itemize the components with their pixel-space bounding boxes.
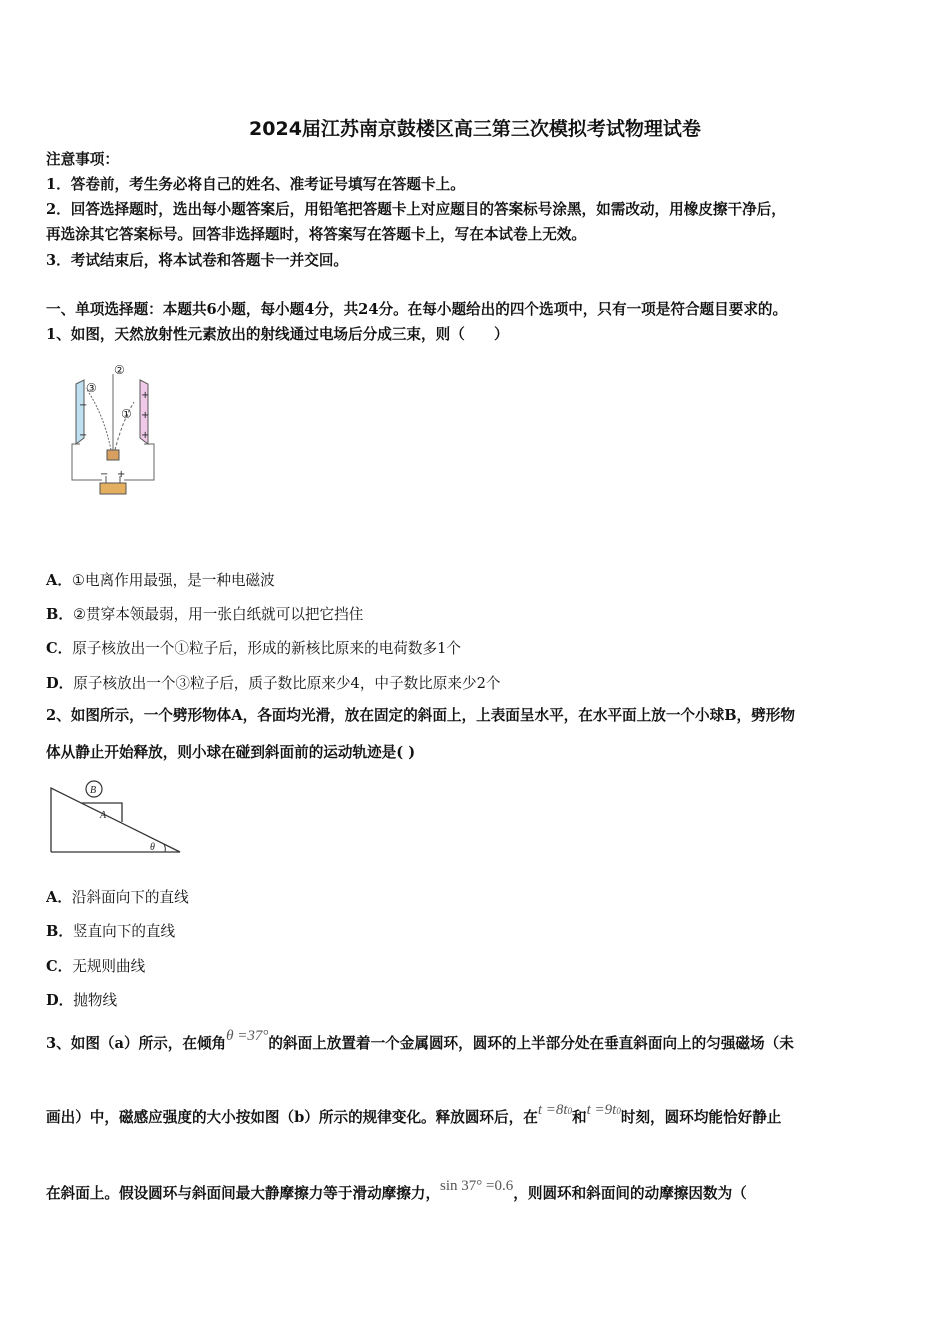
notice-item: 3．考试结束后，将本试卷和答题卡一并交回。: [46, 252, 349, 269]
notice-heading: 注意事项：: [46, 151, 119, 168]
q2-option-c[interactable]: C．无规则曲线: [46, 958, 146, 975]
ray-label-1: ①: [121, 407, 132, 421]
section-heading: 一、单项选择题：本题共6小题，每小题4分，共24分。在每小题给出的四个选项中，只有一项是符合题目要求的。: [46, 301, 788, 318]
notice-item: 1．答卷前，考生务必将自己的姓名、准考证号填写在答题卡上。: [46, 176, 465, 193]
t1-expression: t =8t0: [537, 1102, 573, 1118]
wedge-label: A: [100, 810, 107, 821]
q2-option-a[interactable]: A．沿斜面向下的直线: [46, 889, 189, 906]
q2-option-d[interactable]: D．抛物线: [46, 992, 118, 1009]
q2-incline-figure: [46, 776, 186, 856]
q2-stem-line2: 体从静止开始释放，则小球在碰到斜面前的运动轨迹是( ): [46, 744, 416, 761]
minus-sign: −: [79, 430, 88, 441]
q2-stem-line1: 2、如图所示，一个劈形物体A，各面均光滑，放在固定的斜面上，上表面呈水平，在水平面上放一个小球B，劈形物: [46, 707, 795, 724]
right-wire: [124, 444, 154, 480]
q1-option-c[interactable]: C．原子核放出一个①粒子后，形成的新核比原来的电荷数多1个: [46, 640, 461, 657]
ray-label-2: ②: [114, 363, 125, 377]
q1-option-a[interactable]: A．①电离作用最强，是一种电磁波: [46, 572, 275, 589]
notice-item: 再选涂其它答案标号。回答非选择题时，将答案写在答题卡上，写在本试卷上无效。: [46, 226, 586, 243]
q1-option-b[interactable]: B．②贯穿本领最弱，用一张白纸就可以把它挡住: [46, 606, 364, 623]
q2-option-b[interactable]: B．竖直向下的直线: [46, 923, 176, 940]
battery: [100, 483, 126, 494]
q1-stem: 1、如图，天然放射性元素放出的射线通过电场后分成三束，则（ ）: [46, 326, 509, 343]
plus-sign: +: [141, 430, 150, 441]
ray-3: [86, 388, 111, 450]
notice-item: 2．回答选择题时，选出每小题答案后，用铅笔把答题卡上对应题目的答案标号涂黑，如需改动，用橡皮擦干净后，: [46, 201, 786, 218]
source-box: [107, 450, 119, 460]
minus-sign: −: [100, 469, 109, 480]
left-wire: [72, 444, 102, 480]
plus-sign: +: [117, 469, 126, 480]
q1-radiation-figure: [62, 360, 167, 500]
plus-sign: +: [141, 410, 150, 421]
q1-option-d[interactable]: D．原子核放出一个③粒子后，质子数比原来少4，中子数比原来少2个: [46, 675, 501, 692]
q3-line2: 画出）中，磁感应强度的大小按如图（b）所示的规律变化。释放圆环后，在t =8t0和t =9t0时刻，圆环均能恰好静止: [46, 1102, 782, 1126]
ray-label-3: ③: [86, 381, 97, 395]
q3-line3: 在斜面上。假设圆环与斜面间最大静摩擦力等于滑动摩擦力，sin 37° =0.6，则圆环和斜面间的动摩擦因数为（: [46, 1178, 747, 1202]
incline: [51, 788, 180, 852]
theta-expression: θ =37°: [226, 1028, 269, 1044]
t2-expression: t =9t0: [586, 1102, 621, 1118]
sin-expression: sin 37° =0.6: [440, 1178, 514, 1194]
ball-label: B: [90, 785, 97, 796]
q3-line1: 3、如图（a）所示，在倾角θ =37°的斜面上放置着一个金属圆环，圆环的上半部分处在垂直斜面向上的匀强磁场（未: [46, 1028, 794, 1052]
angle-label: θ: [150, 842, 155, 853]
plus-sign: +: [141, 390, 150, 401]
minus-sign: −: [79, 400, 88, 411]
page-title: 2024届江苏南京鼓楼区高三第三次模拟考试物理试卷: [249, 118, 701, 140]
